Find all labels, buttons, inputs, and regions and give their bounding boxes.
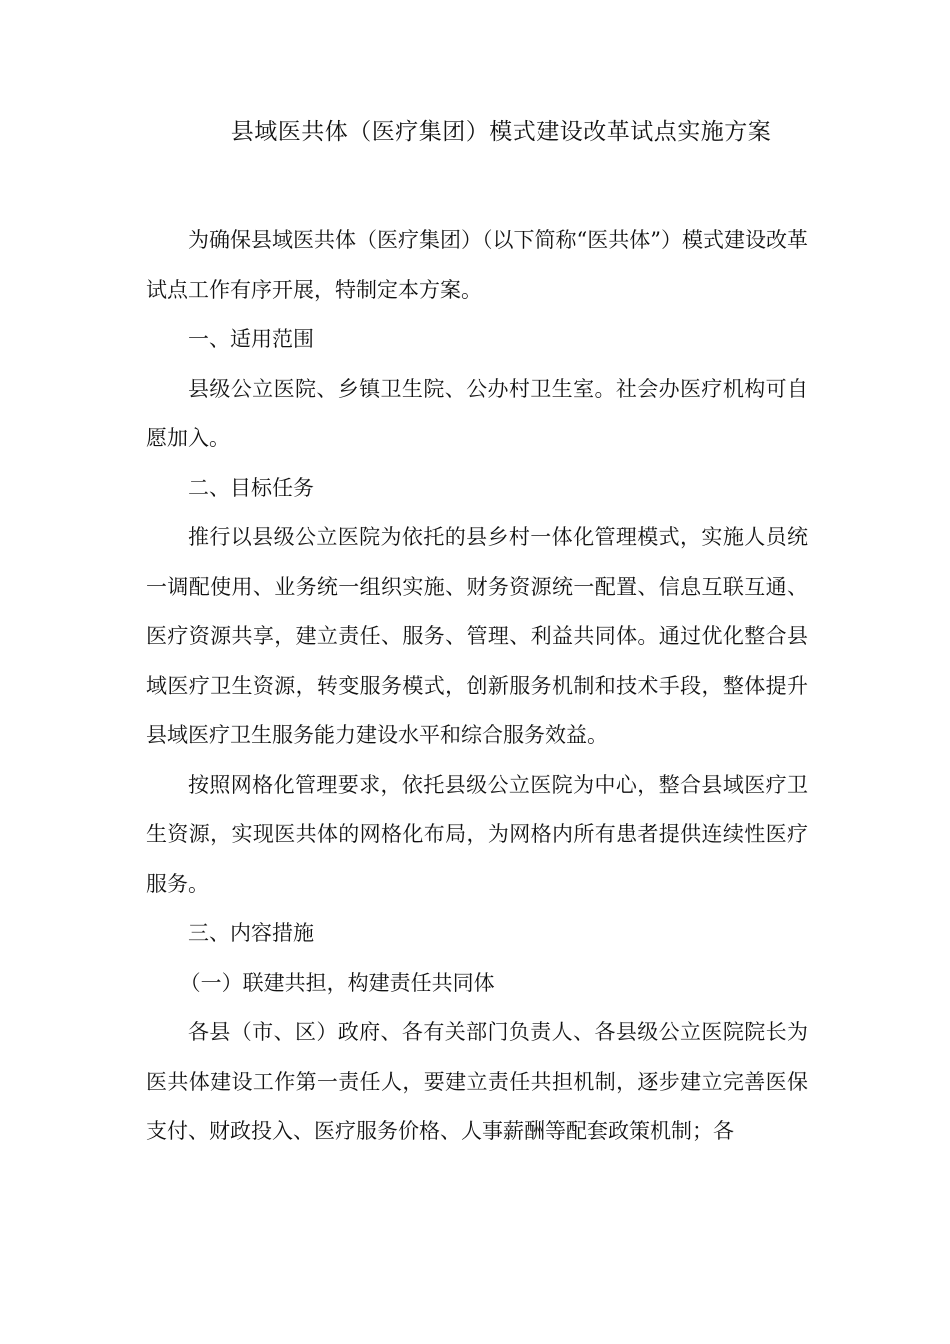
document-title: 县域医共体（医疗集团）模式建设改革试点实施方案: [230, 119, 772, 145]
subsection-heading-responsibility: （一）联建共担，构建责任共同体: [179, 970, 495, 995]
section-heading-goals: 二、目标任务: [188, 475, 314, 500]
paragraph-grid-management: 按照网格化管理要求，依托县级公立医院为中心，整合县域医疗卫生资源，实现医共体的网格化布局，为网格内所有患者提供连续性医疗服务。: [146, 772, 808, 896]
section-heading-measures: 三、内容措施: [188, 921, 314, 945]
paragraph-goals: 推行以县级公立医院为依托的县乡村一体化管理模式，实施人员统一调配使用、业务统一组织实施、财务资源统一配置、信息互联互通、医疗资源共享，建立责任、服务、管理、利益共同体。通过优化整合县域医疗卫生资源，转变服务模式，创新服务机制和技术手段，整体提升县域医疗卫生服务能力建设水平和综合服务效益。: [146, 525, 808, 747]
paragraph-responsibility: 各县（市、区）政府、各有关部门负责人、各县级公立医院院长为医共体建设工作第一责任人，要建立责任共担机制，逐步建立完善医保支付、财政投入、医疗服务价格、人事薪酬等配套政策机制；各: [146, 1020, 808, 1143]
paragraph-intro: 为确保县域医共体（医疗集团）（以下简称“医共体”）模式建设改革试点工作有序开展，特制定本方案。: [146, 228, 808, 302]
paragraph-scope: 县级公立医院、乡镇卫生院、公办村卫生室。社会办医疗机构可自愿加入。: [146, 376, 808, 450]
section-heading-scope: 一、适用范围: [188, 327, 314, 351]
document-body: [146, 216, 808, 1157]
